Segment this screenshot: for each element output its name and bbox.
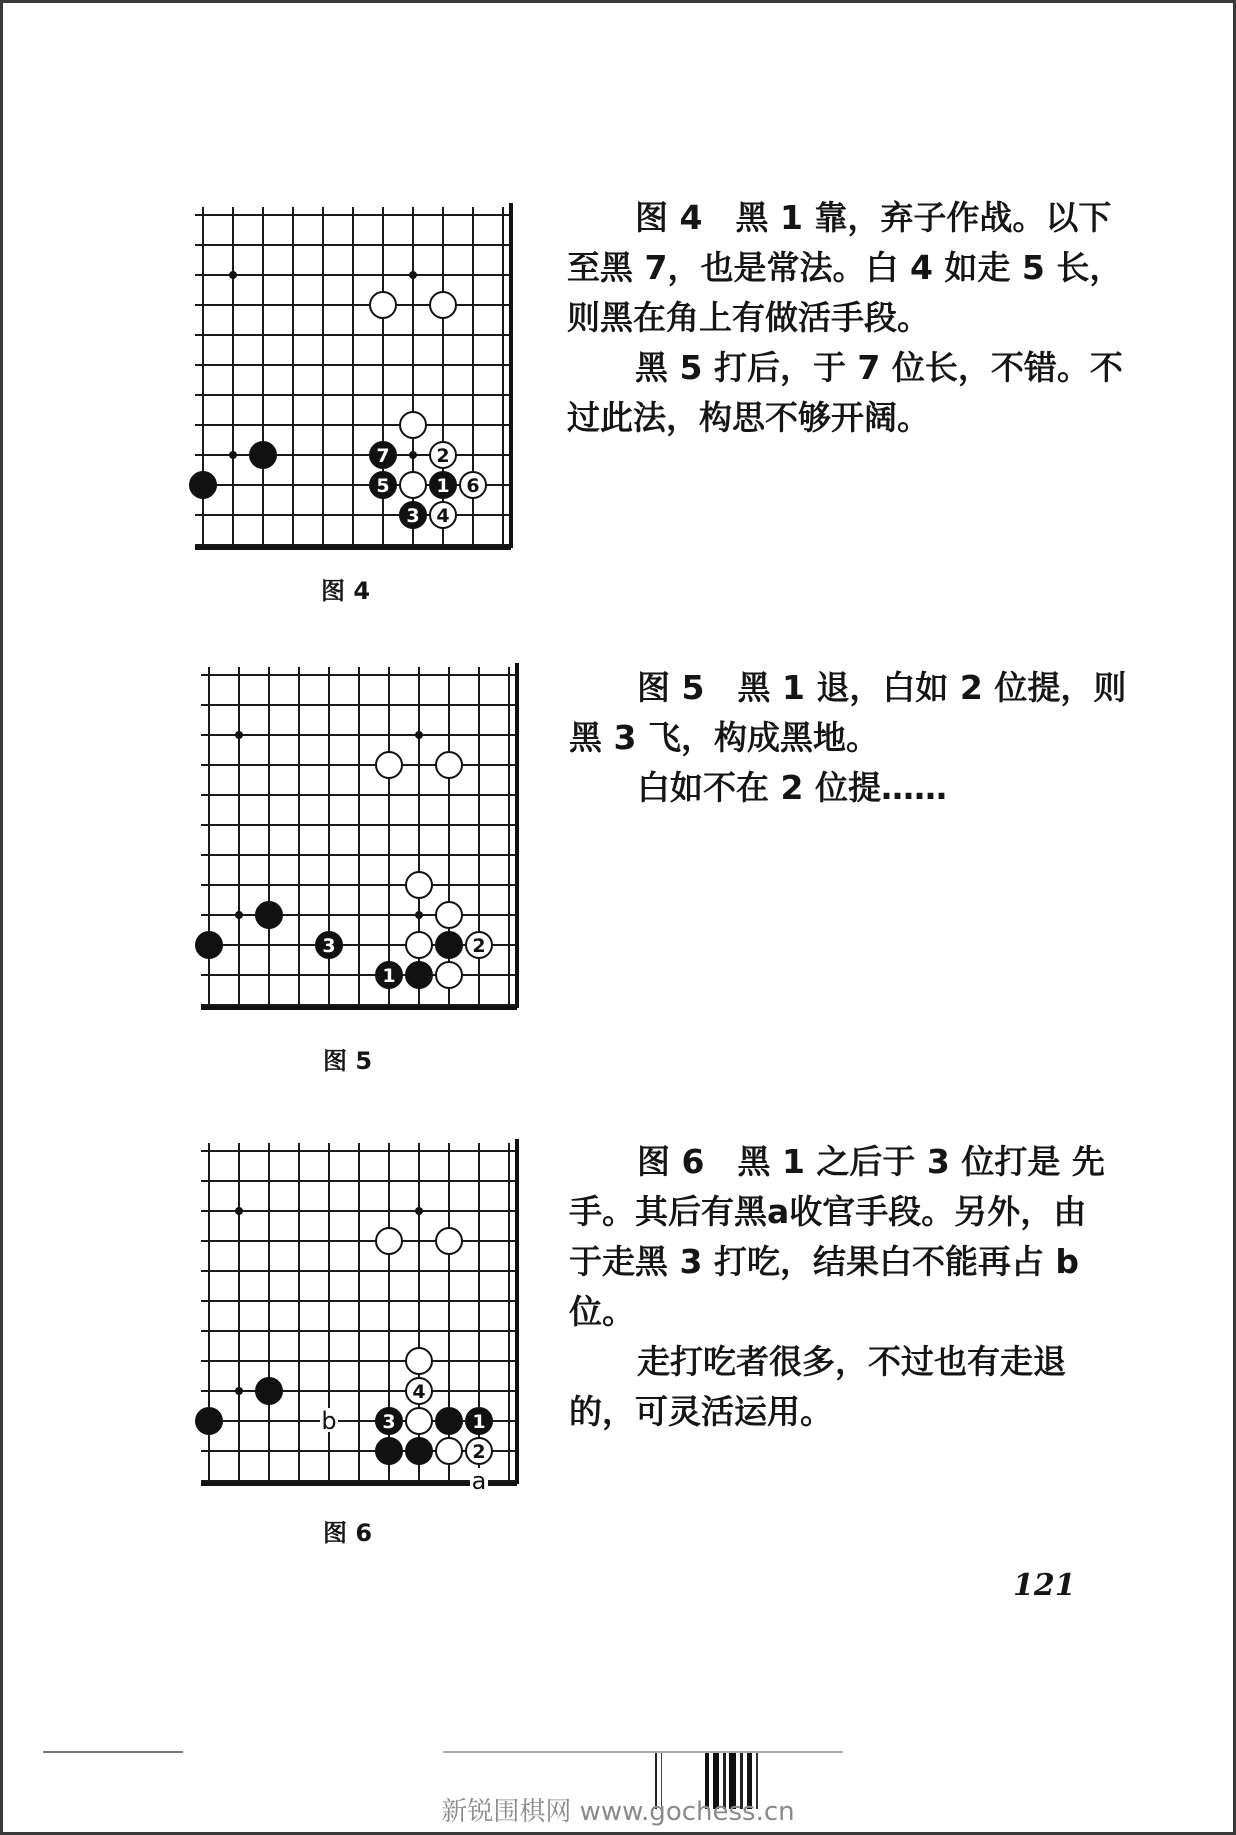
text-line: 于走黑 3 打吃，结果白不能再占 b (569, 1242, 1080, 1281)
stone-move-number: 4 (412, 1381, 426, 1403)
white-stone (436, 1438, 462, 1464)
star-point (409, 451, 417, 459)
stone-move-number: 1 (472, 1411, 486, 1433)
stone-move-number: 1 (382, 965, 396, 987)
text-line: 过此法，构思不够开阔。 (567, 398, 930, 437)
board-letter-label: a (471, 1467, 487, 1495)
figure-5-text (569, 663, 1126, 813)
text-line: 位。 (569, 1292, 635, 1331)
black-stone (406, 962, 432, 988)
footer-rule-left (43, 1751, 183, 1753)
black-stone (256, 1378, 282, 1404)
text-line: 的，可灵活运用。 (569, 1392, 833, 1431)
star-point (235, 731, 243, 739)
go-board-figure-6 (189, 1131, 525, 1495)
text-line: 走打吃者很多，不过也有走退 (637, 1342, 1066, 1381)
stone-move-number: 1 (436, 475, 450, 497)
figure-caption-5: 图 5 (323, 1047, 373, 1075)
black-stone (196, 932, 222, 958)
white-stone (400, 412, 426, 438)
star-point (229, 271, 237, 279)
board-grid (201, 1139, 517, 1484)
figure-4-text (567, 193, 1123, 443)
stone-move-number: 3 (406, 505, 420, 527)
star-point (409, 271, 417, 279)
stone-move-number: 3 (382, 1411, 396, 1433)
stone-move-number: 4 (436, 505, 450, 527)
black-stone (406, 1438, 432, 1464)
black-stone (196, 1408, 222, 1434)
black-stone (190, 472, 216, 498)
stone-move-number: 7 (376, 445, 390, 467)
white-stone (406, 1408, 432, 1434)
board-grid (201, 663, 517, 1008)
star-point (415, 731, 423, 739)
white-stone (406, 872, 432, 898)
white-stone (436, 962, 462, 988)
text-line: 图 6 黑 1 之后于 3 位打是 先 (637, 1142, 1105, 1181)
go-board-figure-5 (189, 655, 525, 1013)
stone-move-number: 2 (436, 445, 450, 467)
star-point (235, 1207, 243, 1215)
star-point (235, 1387, 243, 1395)
figure-6-text (569, 1137, 1105, 1437)
stone-move-number: 5 (376, 475, 390, 497)
white-stone (436, 1228, 462, 1254)
black-stone (436, 1408, 462, 1434)
white-stone (376, 1228, 402, 1254)
stone-move-number: 6 (466, 475, 480, 497)
star-point (415, 911, 423, 919)
stone-move-number: 2 (472, 935, 486, 957)
star-point (229, 451, 237, 459)
white-stone (436, 752, 462, 778)
page-number: 121 (1013, 1568, 1076, 1603)
white-stone (406, 1348, 432, 1374)
book-page (3, 3, 1233, 1832)
text-line: 图 4 黑 1 靠，弃子作战。以下 (635, 198, 1112, 237)
white-stone (406, 932, 432, 958)
white-stone (436, 902, 462, 928)
text-line: 图 5 黑 1 退，白如 2 位提，则 (637, 668, 1127, 707)
stone-move-number: 3 (322, 935, 336, 957)
text-line: 黑 5 打后，于 7 位长，不错。不 (635, 348, 1123, 387)
board-letter-label: b (321, 1407, 337, 1435)
watermark-footer: 新锐围棋网 www.gochess.cn (441, 1797, 795, 1827)
white-stone (430, 292, 456, 318)
text-line: 白如不在 2 位提…… (637, 768, 947, 807)
figure-caption-6: 图 6 (323, 1519, 373, 1547)
text-line: 黑 3 飞，构成黑地。 (569, 718, 879, 757)
white-stone (370, 292, 396, 318)
stone-move-number: 2 (472, 1441, 486, 1463)
text-line: 手。其后有黑a收官手段。另外，由 (569, 1192, 1087, 1231)
black-stone (256, 902, 282, 928)
white-stone (400, 472, 426, 498)
star-point (415, 1207, 423, 1215)
text-line: 至黑 7，也是常法。白 4 如走 5 长， (567, 248, 1123, 287)
white-stone (376, 752, 402, 778)
star-point (235, 911, 243, 919)
text-line: 则黑在角上有做活手段。 (567, 298, 930, 337)
black-stone (376, 1438, 402, 1464)
go-board-figure-4 (183, 195, 519, 553)
figure-caption-4: 图 4 (321, 577, 371, 605)
black-stone (250, 442, 276, 468)
board-grid (195, 203, 511, 548)
black-stone (436, 932, 462, 958)
